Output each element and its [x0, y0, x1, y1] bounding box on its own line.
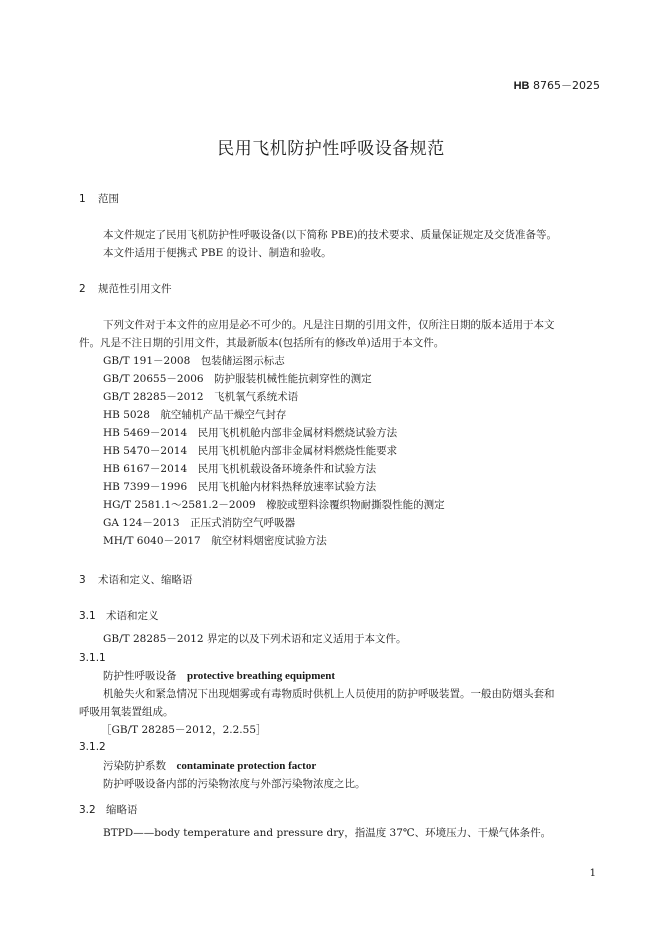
- section-title: 规范性引用文件: [98, 283, 172, 295]
- term-definition: 呼吸用氧装置组成。: [79, 706, 174, 718]
- reference-item: HG/T 2581.1～2581.2－2009 橡胶或塑料涂覆织物耐撕裂性能的测定: [103, 499, 445, 511]
- section-number: 2: [79, 283, 86, 295]
- section-2-heading: [79, 281, 172, 296]
- reference-item: HB 6167－2014 民用飞机机载设备环境条件和试验方法: [103, 463, 377, 475]
- reference-item: GB/T 28285－2012 飞机氧气系统术语: [103, 391, 299, 403]
- abbreviation-entry: BTPD——body temperature and pressure dry，指温度 37℃、环境压力、干燥气体条件。: [103, 827, 552, 839]
- term-number: 3.1.1: [79, 652, 106, 664]
- section-number: 3.2: [79, 804, 96, 816]
- section-title: 术语和定义、缩略语: [98, 574, 193, 586]
- reference-item: HB 5028 航空辅机产品干燥空气封存: [103, 409, 287, 421]
- term-source: ［GB/T 28285－2012，2.2.55］: [101, 724, 267, 736]
- paragraph: 本文件适用于便携式 PBE 的设计、制造和验收。: [103, 247, 332, 259]
- section-title: 范围: [98, 193, 119, 205]
- reference-item: HB 5469－2014 民用飞机机舱内部非金属材料燃烧试验方法: [103, 427, 398, 439]
- standard-code: 8765－2025: [533, 79, 600, 92]
- reference-item: HB 7399－1996 民用飞机舱内材料热释放速率试验方法: [103, 481, 377, 493]
- standard-number: [514, 77, 600, 93]
- subsection-3-1-heading: [79, 608, 159, 623]
- reference-item: GB/T 191－2008 包装储运图示标志: [103, 355, 285, 367]
- section-3-heading: [79, 572, 193, 587]
- term-english: contaminate protection factor: [176, 760, 317, 772]
- section-title: 术语和定义: [106, 610, 159, 622]
- reference-item: GB/T 20655－2006 防护服装机械性能抗刺穿性的测定: [103, 373, 372, 385]
- reference-item: HB 5470－2014 民用飞机机舱内部非金属材料燃烧性能要求: [103, 445, 398, 457]
- paragraph: 本文件规定了民用飞机防护性呼吸设备(以下简称 PBE)的技术要求、质量保证规定及交货准备等。: [103, 229, 557, 241]
- section-number: 3.1: [79, 610, 96, 622]
- section-1-heading: [79, 191, 119, 206]
- section-title: 缩略语: [106, 804, 138, 816]
- reference-item: GA 124－2013 正压式消防空气呼吸器: [103, 517, 296, 529]
- standard-prefix: HB: [513, 80, 530, 92]
- paragraph: GB/T 28285－2012 界定的以及下列术语和定义适用于本文件。: [103, 633, 407, 645]
- paragraph: 下列文件对于本文件的应用是必不可少的。凡是注日期的引用文件，仅所注日期的版本适用于本文: [103, 319, 555, 331]
- term-number: 3.1.2: [79, 741, 106, 753]
- paragraph: 件。凡是不注日期的引用文件，其最新版本(包括所有的修改单)适用于本文件。: [79, 337, 445, 349]
- subsection-3-2-heading: [79, 802, 138, 817]
- section-number: 1: [79, 193, 86, 205]
- page-number: 1: [589, 868, 596, 879]
- term-definition: 机舱失火和紧急情况下出现烟雾或有毒物质时供机上人员使用的防护呼吸装置。一般由防烟头套和: [103, 688, 555, 700]
- term-entry: [103, 757, 316, 775]
- term-chinese: 污染防护系数: [103, 760, 166, 772]
- term-chinese: 防护性呼吸设备: [103, 670, 177, 682]
- reference-item: MH/T 6040－2017 航空材料烟密度试验方法: [103, 535, 327, 547]
- section-number: 3: [79, 574, 86, 586]
- document-title: 民用飞机防护性呼吸设备规范: [217, 139, 445, 159]
- term-definition: 防护呼吸设备内部的污染物浓度与外部污染物浓度之比。: [103, 778, 366, 790]
- term-entry: [103, 667, 335, 685]
- term-english: protective breathing equipment: [187, 670, 336, 682]
